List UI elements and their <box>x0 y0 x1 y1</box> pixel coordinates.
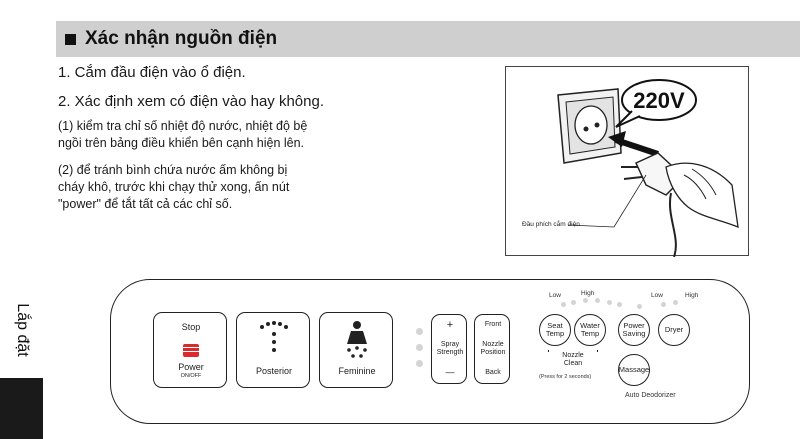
note-2 <box>58 162 378 213</box>
low-right-label: Low <box>651 292 663 299</box>
step-2: 2. Xác định xem có điện vào hay không. <box>58 93 325 110</box>
feminine-label: Feminine <box>338 366 376 376</box>
stop-power-button[interactable] <box>153 312 227 388</box>
seat-temp-led-2 <box>571 300 576 305</box>
nozzle-label-line-1: Nozzle <box>482 341 504 348</box>
spray-plus-label: + <box>446 319 454 331</box>
auto-deodorizer-label: Auto Deodorizer <box>625 392 676 399</box>
power-saving-button[interactable] <box>618 314 650 346</box>
side-tab-label: Lắp đặt <box>14 303 31 357</box>
spray-label-line-2: Strength <box>436 349 464 356</box>
nozzle-clean-line-2: Clean <box>563 360 583 367</box>
nozzle-clean-label <box>548 352 598 368</box>
voltage-text: 220V <box>633 88 685 113</box>
seat-temp-line-1: Seat <box>547 321 563 330</box>
water-temp-line-2: Temp <box>580 329 600 338</box>
dryer-label: Dryer <box>664 325 684 334</box>
nozzle-clean-line-1: Nozzle <box>562 352 584 359</box>
power-saving-line-1: Power <box>623 321 645 330</box>
massage-label: Massage <box>618 365 650 374</box>
power-label: Power <box>178 362 204 372</box>
nozzle-clean-hint: (Press for 2 seconds) <box>539 374 592 380</box>
feminine-spray-icon <box>342 320 372 362</box>
nozzle-back-label: Back <box>485 369 501 376</box>
note-2-line-3: "power" để tắt tất cả các chỉ số. <box>58 197 233 211</box>
section-header <box>56 21 800 57</box>
spray-level-dot-2 <box>416 344 423 351</box>
note-2-line-2: cháy khô, trước khi chạy thử xong, ấn nút <box>58 180 290 194</box>
water-temp-line-1: Water <box>580 321 600 330</box>
square-bullet-icon <box>65 34 76 45</box>
seat-temp-led-3 <box>583 298 588 303</box>
socket-hole-right <box>595 123 600 128</box>
nozzle-position-button[interactable] <box>474 314 510 384</box>
plug-prong-2 <box>624 177 642 179</box>
section-title: Xác nhận nguồn điện <box>85 28 278 49</box>
socket-plug-drawing <box>506 67 750 257</box>
spray-strength-button[interactable] <box>431 314 467 384</box>
socket-illustration <box>505 66 749 256</box>
side-tab-block <box>0 378 43 439</box>
dryer-led-2 <box>661 302 666 307</box>
posterior-button[interactable] <box>236 312 310 388</box>
water-temp-led-3 <box>617 302 622 307</box>
spray-minus-label: — <box>445 367 455 377</box>
note-1 <box>58 118 378 152</box>
stop-label: Stop <box>181 322 201 332</box>
posterior-spray-icon <box>257 321 291 361</box>
low-left-label: Low <box>549 292 561 299</box>
spray-strength-label <box>432 341 468 357</box>
plug-cable <box>670 193 676 257</box>
seat-temp-led-1 <box>561 302 566 307</box>
plug-label: Đầu phích cắm điện <box>522 221 580 228</box>
nozzle-position-label <box>475 341 511 357</box>
high-right-label: High <box>685 292 699 299</box>
socket-recess <box>575 106 607 144</box>
note-1-line-1: (1) kiểm tra chỉ số nhiệt độ nước, nhiệt độ bệ <box>58 119 308 133</box>
water-temp-led-2 <box>607 300 612 305</box>
step-1: 1. Cắm đầu điện vào ổ điện. <box>58 64 246 81</box>
nozzle-label-line-2: Position <box>480 349 506 356</box>
spray-label-line-1: Spray <box>440 341 460 348</box>
posterior-label: Posterior <box>255 366 292 376</box>
note-2-line-1: (2) để tránh bình chứa nước ấm không bị <box>58 163 288 177</box>
high-left-label: High <box>581 290 595 297</box>
plug-callout-line <box>568 175 646 227</box>
water-temp-led-1 <box>595 298 600 303</box>
power-saving-line-2: Saving <box>622 329 646 338</box>
seat-temp-line-2: Temp <box>545 329 565 338</box>
dryer-led-1 <box>637 304 642 309</box>
water-temp-button[interactable] <box>574 314 606 346</box>
nozzle-front-label: Front <box>484 321 502 328</box>
hand <box>666 163 738 227</box>
note-1-line-2: ngồi trên bảng điều khiển bên cạnh hiện lên. <box>58 136 305 150</box>
dryer-button[interactable] <box>658 314 690 346</box>
side-tab-label-wrap <box>10 290 34 370</box>
dryer-led-3 <box>673 300 678 305</box>
spray-level-dot-1 <box>416 328 423 335</box>
power-sub-label: ON/OFF <box>180 373 202 379</box>
feminine-button[interactable] <box>319 312 393 388</box>
socket-hole-left <box>584 127 589 132</box>
seat-temp-button[interactable] <box>539 314 571 346</box>
massage-button[interactable] <box>618 354 650 386</box>
spray-level-dot-3 <box>416 360 423 367</box>
control-panel <box>110 279 750 424</box>
power-red-icon <box>183 344 199 357</box>
